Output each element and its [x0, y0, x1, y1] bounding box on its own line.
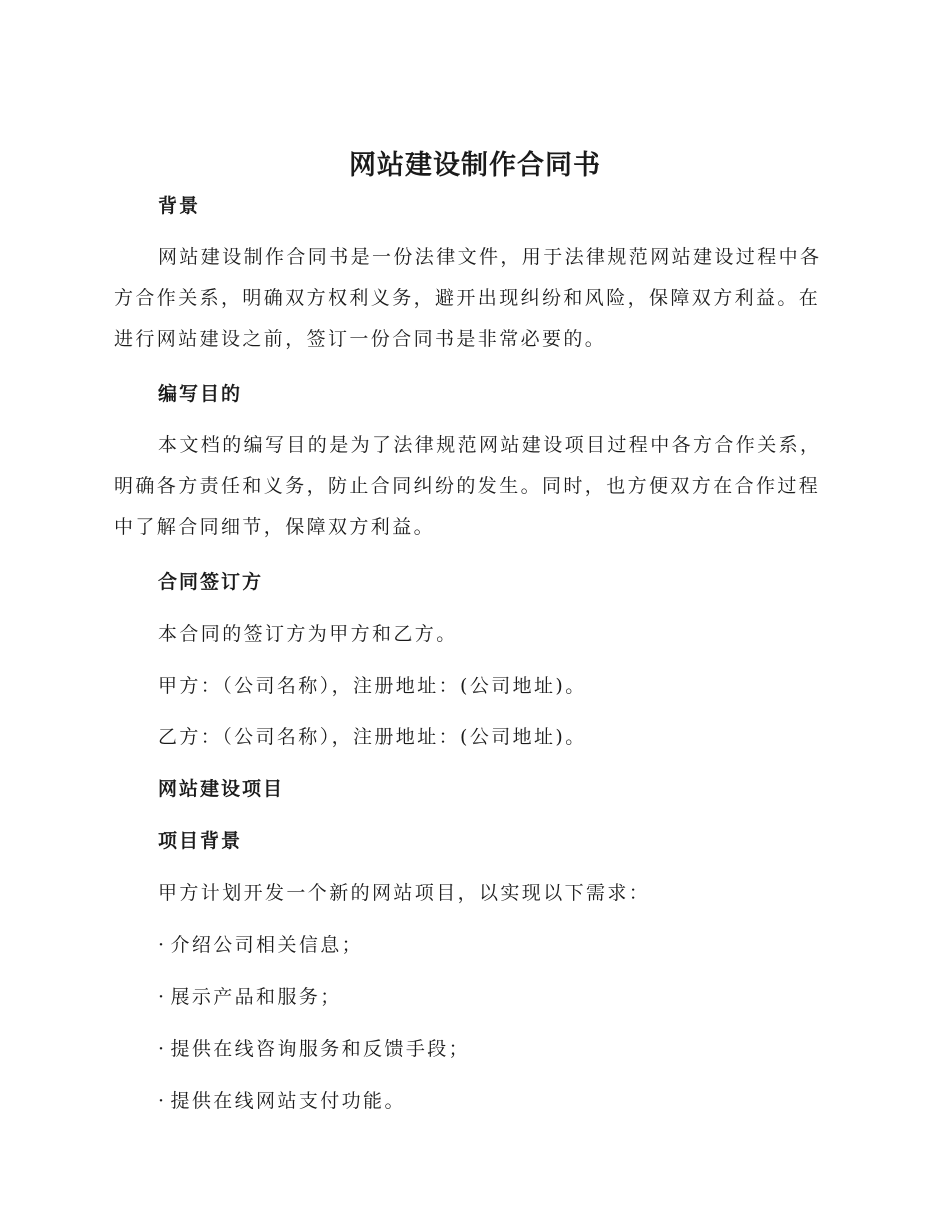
subheading-project-background: 项目背景	[158, 830, 243, 852]
party-a-line: 甲方：（公司名称），注册地址：(公司地址)。	[158, 675, 587, 697]
list-item	[158, 984, 838, 1010]
document-title: 网站建设制作合同书	[349, 150, 601, 181]
section-heading-background: 背景	[158, 195, 201, 217]
list-item-text: 提供在线网站支付功能。	[170, 1090, 406, 1112]
section-heading-project: 网站建设项目	[158, 778, 285, 800]
list-item	[158, 932, 838, 958]
section-heading-purpose: 编写目的	[158, 383, 243, 405]
background-paragraph: 网站建设制作合同书是一份法律文件，用于法律规范网站建设过程中各方合作关系，明确双方权利义务，避开出现纠纷和风险，保障双方利益。在进行网站建设之前，签订一份合同书是非常必要的。	[114, 246, 822, 350]
list-item	[158, 1088, 838, 1114]
bullet-dot: ·	[158, 934, 167, 956]
list-item-text: 展示产品和服务；	[170, 986, 342, 1008]
list-item-text: 提供在线咨询服务和反馈手段；	[170, 1038, 471, 1060]
parties-intro: 本合同的签订方为甲方和乙方。	[158, 623, 458, 645]
party-b-line: 乙方：（公司名称），注册地址：(公司地址)。	[158, 726, 587, 748]
list-item	[158, 1036, 838, 1062]
bullet-dot: ·	[158, 1038, 167, 1060]
bullet-dot: ·	[158, 1090, 167, 1112]
project-intro: 甲方计划开发一个新的网站项目，以实现以下需求：	[158, 882, 651, 904]
bullet-dot: ·	[158, 986, 167, 1008]
purpose-paragraph: 本文档的编写目的是为了法律规范网站建设项目过程中各方合作关系，明确各方责任和义务，防止合同纠纷的发生。同时，也方便双方在合作过程中了解合同细节，保障双方利益。	[114, 434, 822, 538]
list-item-text: 介绍公司相关信息；	[170, 934, 364, 956]
section-heading-parties: 合同签订方	[158, 571, 264, 593]
